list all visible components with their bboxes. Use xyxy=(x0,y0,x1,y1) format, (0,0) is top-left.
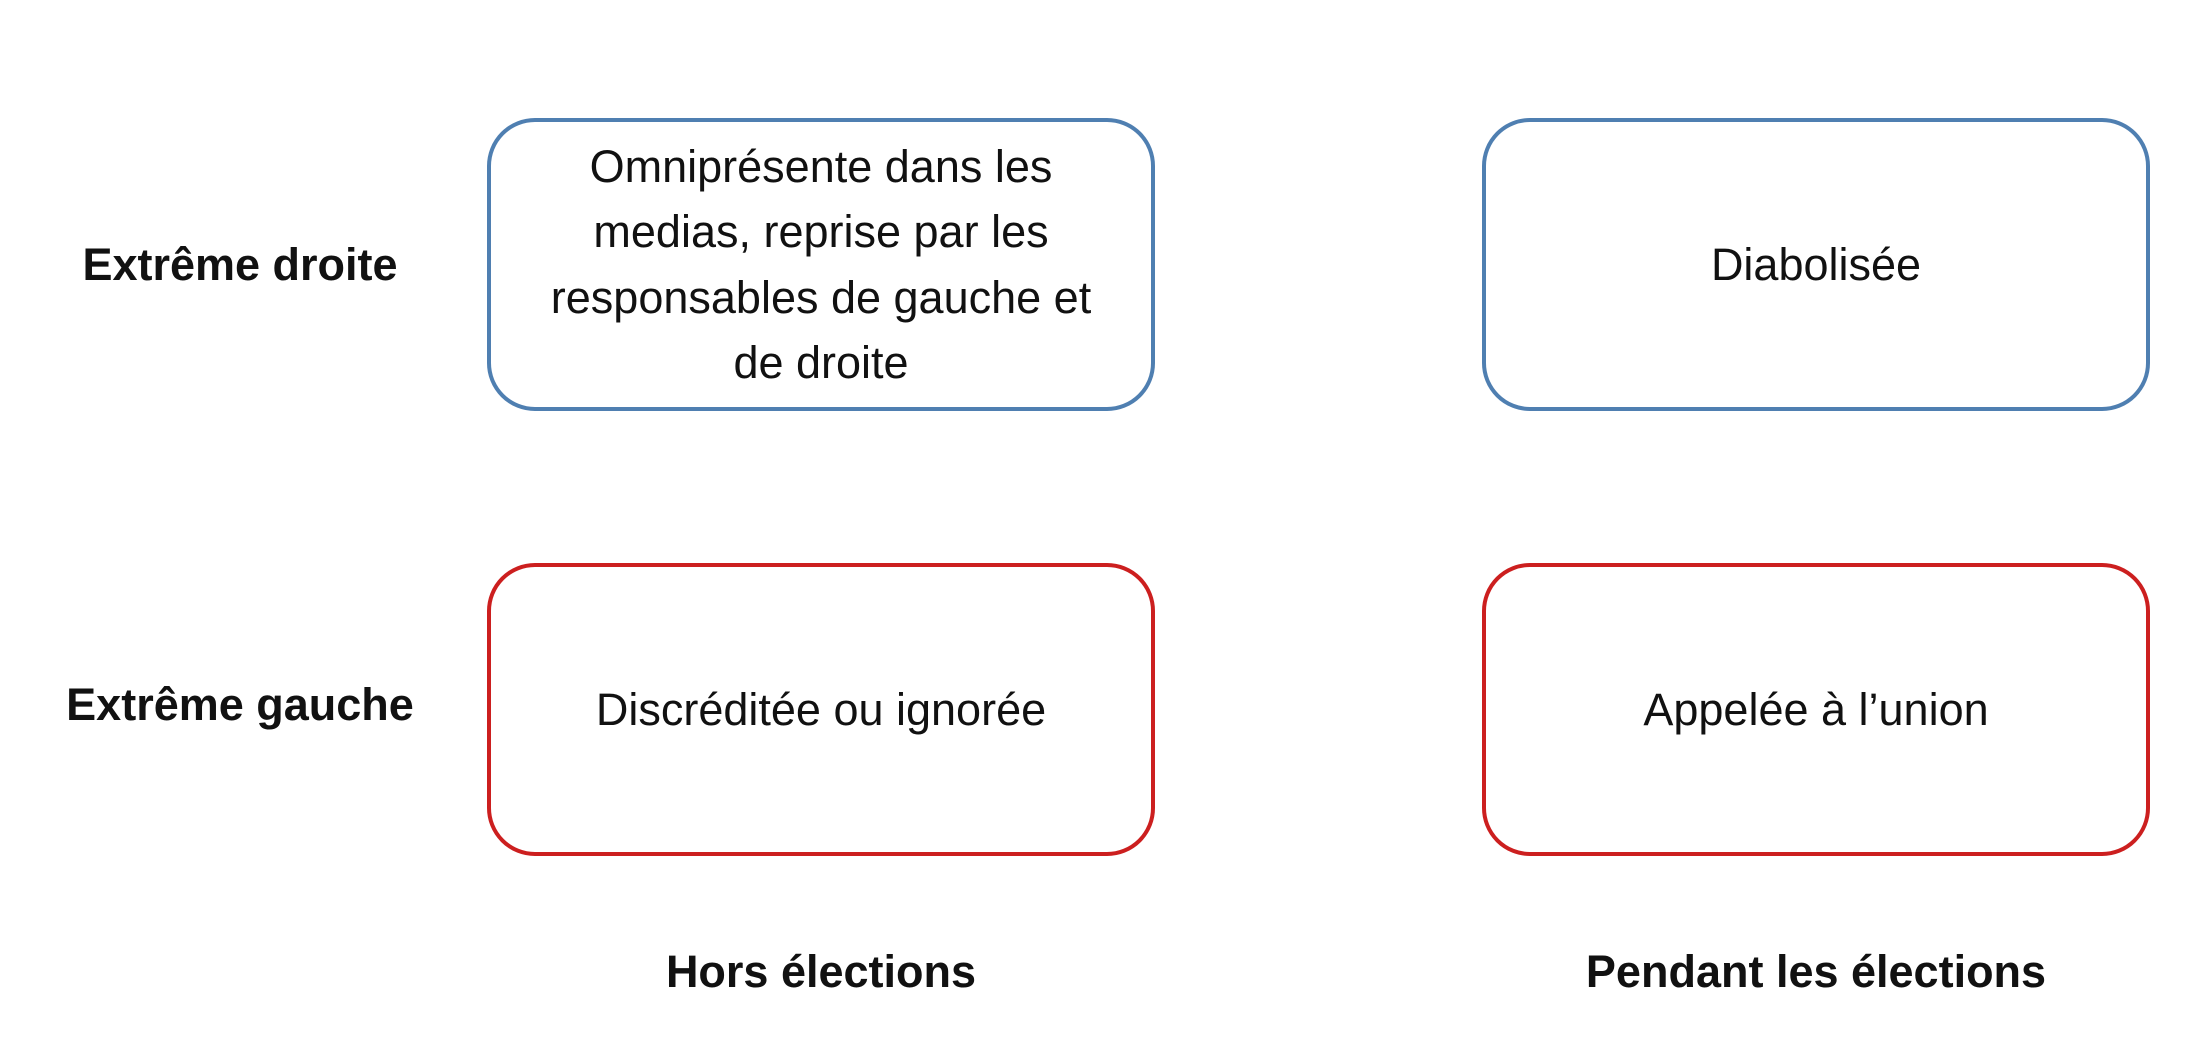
cell-text: Diabolisée xyxy=(1710,238,1922,290)
cell-text: Omniprésente dans les medias, reprise par les responsables de gauche et de droite xyxy=(550,141,1092,388)
cell-droite-hors-elections xyxy=(487,118,1155,411)
cell-droite-pendant-elections xyxy=(1482,118,2150,411)
cell-text: Appelée à l’union xyxy=(1643,683,1989,735)
row-label-extreme-gauche: Extrême gauche xyxy=(66,679,414,730)
cell-gauche-pendant-elections xyxy=(1482,563,2150,856)
cell-text: Discréditée ou ignorée xyxy=(595,683,1047,735)
column-label-hors-elections: Hors élections xyxy=(665,946,977,997)
column-label-pendant-elections: Pendant les élections xyxy=(1585,946,2047,997)
row-label-extreme-droite: Extrême droite xyxy=(82,239,398,290)
cell-gauche-hors-elections xyxy=(487,563,1155,856)
